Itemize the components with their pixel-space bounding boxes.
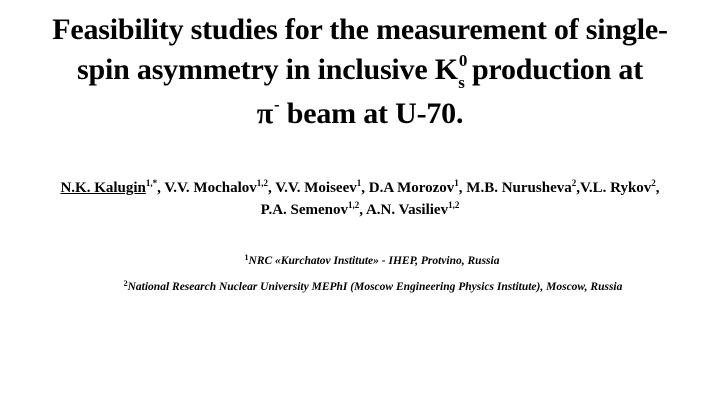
author-separator: , [157, 180, 165, 196]
kaon-symbol [458, 51, 468, 92]
author-affiliation: 2 [571, 178, 577, 188]
author-affiliation: 1 [454, 178, 459, 188]
author-separator: , [576, 180, 580, 196]
title-line-2-start: spin asymmetry in inclusive K [77, 53, 458, 86]
author-affiliation: 2 [651, 178, 656, 188]
author-affiliation: 1,* [145, 178, 158, 188]
pion-superscript: - [273, 95, 280, 114]
author-separator: , [267, 180, 276, 196]
author-name: V.V. Moiseev [275, 180, 357, 196]
affiliation-1 [0, 254, 720, 269]
title-line-1: Feasibility studies for the measurement of single- [52, 13, 668, 46]
author-affiliation: 1,2 [448, 200, 460, 210]
slide-title [10, 10, 710, 138]
author-name: D.A Morozov [368, 180, 455, 196]
author-separator: , [361, 180, 369, 196]
affiliation-number: 1 [244, 253, 249, 262]
title-line-3-end: beam at U-70. [279, 97, 464, 130]
author-affiliation: 1,2 [348, 200, 360, 210]
title-line-3 [10, 94, 710, 138]
author-name: M.B. Nurusheva [466, 180, 572, 196]
title-line-2-end: production at [464, 53, 643, 86]
author-separator: , [655, 180, 660, 196]
author-list [60, 178, 660, 222]
title-line-2 [10, 50, 710, 94]
pion-symbol: π [256, 97, 273, 130]
author-name: P.A. Semenov [260, 202, 349, 218]
author-name: V.L. Rykov [579, 180, 652, 196]
author-separator: , [458, 180, 467, 196]
affiliation-2 [0, 280, 720, 295]
kaon-superscript: 0 [458, 51, 468, 70]
affiliation-text: National Research Nuclear University MEPhI (Moscow Engineering Physics Institute), Moscow, Russia [127, 281, 623, 293]
author-name: V.V. Mochalov [164, 180, 257, 196]
kaon-subscript: s [458, 73, 465, 92]
affiliation-text: NRC «Kurchatov Institute» - IHEP, Protvino, Russia [248, 255, 500, 267]
affiliation-number: 2 [123, 279, 128, 288]
author-affiliation: 1,2 [256, 178, 268, 188]
author-name: N.K. Kalugin [60, 180, 146, 196]
author-separator: , [359, 202, 366, 218]
author-affiliation: 1 [356, 178, 362, 188]
author-name: A.N. Vasiliev [365, 202, 449, 218]
